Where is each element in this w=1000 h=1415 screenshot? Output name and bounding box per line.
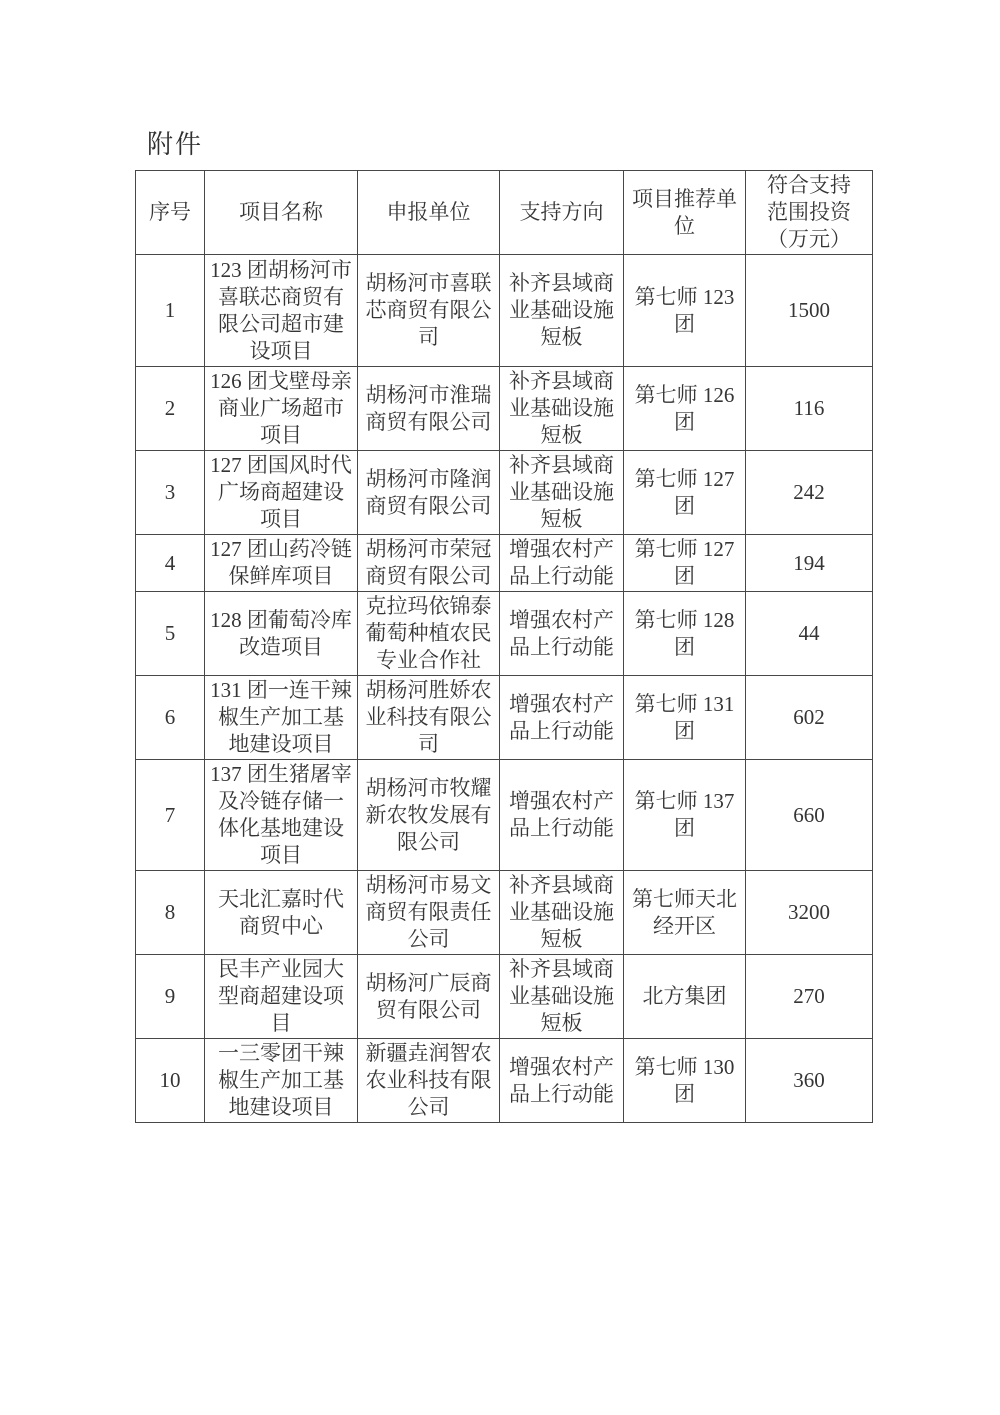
cell-investment: 44 [746,592,873,676]
cell-recommender: 第七师 128 团 [624,592,746,676]
cell-serial: 10 [136,1039,205,1123]
table-row [136,871,873,955]
cell-serial: 4 [136,535,205,592]
cell-applicant: 新疆垚润智农农业科技有限公司 [358,1039,500,1123]
cell-recommender: 第七师天北经开区 [624,871,746,955]
cell-project-name: 128 团葡萄冷库改造项目 [205,592,358,676]
cell-applicant: 克拉玛依锦泰葡萄种植农民专业合作社 [358,592,500,676]
col-header-project-name: 项目名称 [205,171,358,255]
cell-project-name: 126 团戈壁母亲商业广场超市项目 [205,367,358,451]
cell-project-name: 一三零团干辣椒生产加工基地建设项目 [205,1039,358,1123]
cell-investment: 602 [746,676,873,760]
cell-project-name: 127 团山药冷链保鲜库项目 [205,535,358,592]
table-row [136,255,873,367]
col-header-investment-label: 符合支持范围投资（万元） [767,173,851,251]
cell-support-direction: 增强农村产品上行动能 [500,1039,624,1123]
table-row [136,955,873,1039]
cell-serial: 5 [136,592,205,676]
cell-investment: 270 [746,955,873,1039]
cell-project-name: 123 团胡杨河市喜联芯商贸有限公司超市建设项目 [205,255,358,367]
cell-recommender: 第七师 123 团 [624,255,746,367]
cell-support-direction: 补齐县域商业基础设施短板 [500,955,624,1039]
col-header-support-direction: 支持方向 [500,171,624,255]
cell-recommender: 第七师 126 团 [624,367,746,451]
cell-applicant: 胡杨河胜娇农业科技有限公司 [358,676,500,760]
cell-applicant: 胡杨河市喜联芯商贸有限公司 [358,255,500,367]
cell-support-direction: 增强农村产品上行动能 [500,760,624,871]
cell-support-direction: 补齐县域商业基础设施短板 [500,367,624,451]
cell-serial: 3 [136,451,205,535]
cell-support-direction: 增强农村产品上行动能 [500,592,624,676]
table-row [136,676,873,760]
col-header-applicant: 申报单位 [358,171,500,255]
cell-investment: 1500 [746,255,873,367]
cell-investment: 194 [746,535,873,592]
table-row [136,1039,873,1123]
cell-serial: 9 [136,955,205,1039]
cell-recommender: 第七师 127 团 [624,451,746,535]
cell-project-name: 137 团生猪屠宰及冷链存储一体化基地建设项目 [205,760,358,871]
cell-investment: 3200 [746,871,873,955]
projects-table [135,170,873,1123]
cell-project-name: 127 团国风时代广场商超建设项目 [205,451,358,535]
table-row [136,535,873,592]
cell-investment: 242 [746,451,873,535]
cell-serial: 7 [136,760,205,871]
table-row [136,451,873,535]
cell-support-direction: 增强农村产品上行动能 [500,535,624,592]
cell-applicant: 胡杨河市易文商贸有限责任公司 [358,871,500,955]
table-row [136,760,873,871]
cell-applicant: 胡杨河广辰商贸有限公司 [358,955,500,1039]
attachment-title: 附件 [147,130,204,159]
cell-support-direction: 增强农村产品上行动能 [500,676,624,760]
cell-support-direction: 补齐县域商业基础设施短板 [500,255,624,367]
cell-recommender: 第七师 127 团 [624,535,746,592]
cell-support-direction: 补齐县域商业基础设施短板 [500,871,624,955]
table-row [136,367,873,451]
cell-recommender: 第七师 130 团 [624,1039,746,1123]
cell-recommender: 第七师 131 团 [624,676,746,760]
cell-recommender: 北方集团 [624,955,746,1039]
cell-project-name: 131 团一连干辣椒生产加工基地建设项目 [205,676,358,760]
cell-serial: 1 [136,255,205,367]
cell-project-name: 民丰产业园大型商超建设项目 [205,955,358,1039]
col-header-serial: 序号 [136,171,205,255]
cell-applicant: 胡杨河市隆润商贸有限公司 [358,451,500,535]
cell-serial: 6 [136,676,205,760]
cell-investment: 116 [746,367,873,451]
cell-serial: 8 [136,871,205,955]
header-row [136,171,873,255]
cell-applicant: 胡杨河市淮瑞商贸有限公司 [358,367,500,451]
cell-serial: 2 [136,367,205,451]
cell-support-direction: 补齐县域商业基础设施短板 [500,451,624,535]
cell-project-name: 天北汇嘉时代商贸中心 [205,871,358,955]
cell-recommender: 第七师 137 团 [624,760,746,871]
cell-applicant: 胡杨河市牧耀新农牧发展有限公司 [358,760,500,871]
cell-investment: 360 [746,1039,873,1123]
cell-investment: 660 [746,760,873,871]
cell-applicant: 胡杨河市荣冠商贸有限公司 [358,535,500,592]
col-header-investment [746,171,873,255]
col-header-recommender: 项目推荐单位 [624,171,746,255]
table-row [136,592,873,676]
